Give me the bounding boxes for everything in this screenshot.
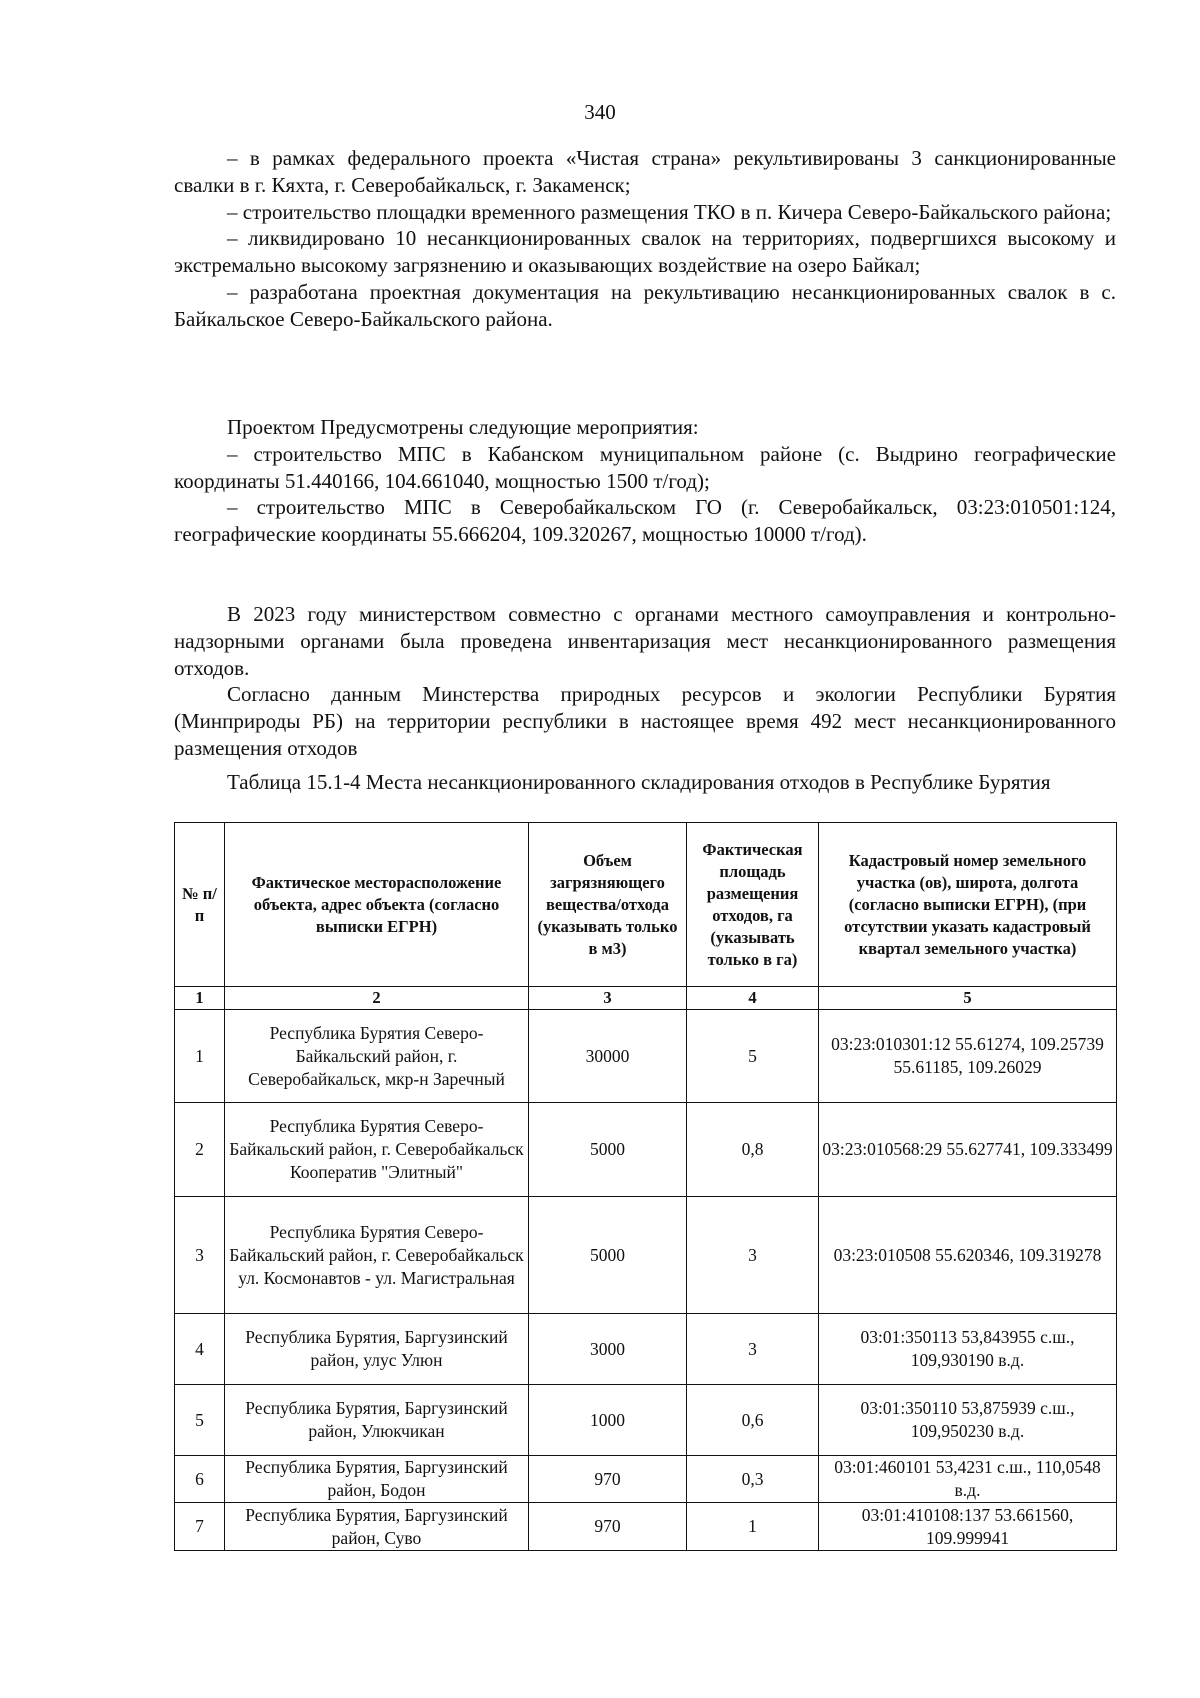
- paragraph: Согласно данным Минстерства природных ресурсов и экологии Республики Бурятия (Минприроды РБ) на территории республики в настоящее время 492 мест несанкционированного размещения отходов: [174, 682, 1116, 760]
- table-row: [175, 1503, 1117, 1551]
- paragraph: Проектом Предусмотрены следующие мероприятия:: [227, 415, 699, 439]
- planned-measures-block: [174, 414, 1116, 548]
- row-num: 7: [175, 1503, 225, 1551]
- cadastre-line: 03:23:010568:29 55.627741, 109.333499: [822, 1139, 1113, 1159]
- cadastre-line: 03:23:010301:12 55.61274, 109.25739: [831, 1034, 1104, 1054]
- row-num: 6: [175, 1456, 225, 1503]
- table-caption-block: [174, 769, 1116, 796]
- table-row: [175, 1103, 1117, 1197]
- paragraph: – строительство площадки временного размещения ТКО в п. Кичера Северо-Байкальского района;: [227, 199, 1112, 224]
- paragraph: В 2023 году министерством совместно с органами местного самоуправления и контрольно-надзорными органами была проведена инвентаризация мест несанкционированного размещения отходов.: [174, 602, 1116, 680]
- page-number: 340: [584, 100, 616, 124]
- paragraph: – разработана проектная документация на рекультивацию несанкционированных свалок в с. Байкальское Северо-Байкальского района.: [174, 279, 1116, 331]
- row-num: 2: [175, 1103, 225, 1197]
- row-cadastre: [819, 1456, 1117, 1503]
- column-number-row: [175, 987, 1117, 1010]
- row-cadastre: [819, 1103, 1117, 1197]
- row-volume: 970: [529, 1503, 687, 1551]
- row-location: Республика Бурятия Северо-Байкальский район, г. Северобайкальск, мкр-н Заречный: [225, 1010, 529, 1103]
- column-number: 4: [687, 987, 819, 1010]
- row-location: Республика Бурятия, Баргузинский район, Улюкчикан: [225, 1385, 529, 1456]
- row-volume: 5000: [529, 1103, 687, 1197]
- row-area: 0,8: [687, 1103, 819, 1197]
- row-num: 3: [175, 1197, 225, 1314]
- row-volume: 5000: [529, 1197, 687, 1314]
- row-cadastre: [819, 1010, 1117, 1103]
- table-row: [175, 1010, 1117, 1103]
- header-volume: Объем загрязняющего вещества/отхода (указывать только в м3): [529, 823, 687, 987]
- measures-completed-block: [174, 145, 1116, 333]
- header-area: Фактическая площадь размещения отходов, га (указывать только в га): [687, 823, 819, 987]
- row-location: Республика Бурятия, Баргузинский район, Суво: [225, 1503, 529, 1551]
- cadastre-line: 55.61185, 109.26029: [893, 1057, 1042, 1077]
- row-volume: 970: [529, 1456, 687, 1503]
- row-volume: 30000: [529, 1010, 687, 1103]
- row-location: Республика Бурятия, Баргузинский район, улус Улюн: [225, 1314, 529, 1385]
- table-row: [175, 1456, 1117, 1503]
- paragraph: – ликвидировано 10 несанкционированных свалок на территориях, подвергшихся высокому и экстремально высокому загрязнению и оказывающих воздействие на озеро Байкал;: [174, 226, 1116, 278]
- row-volume: 1000: [529, 1385, 687, 1456]
- row-location: Республика Бурятия Северо-Байкальский район, г. Северобайкальск Кооператив "Элитный": [225, 1103, 529, 1197]
- column-number: 1: [175, 987, 225, 1010]
- row-cadastre: [819, 1314, 1117, 1385]
- cadastre-line: 03:23:010508 55.620346, 109.319278: [833, 1244, 1102, 1265]
- column-number: 5: [819, 987, 1117, 1010]
- row-cadastre: [819, 1385, 1117, 1456]
- table-header-row: [175, 823, 1117, 987]
- row-location: Республика Бурятия Северо-Байкальский район, г. Северобайкальск ул. Космонавтов - ул. Магистральная: [225, 1197, 529, 1314]
- cadastre-line: 03:01:460101 53,4231 с.ш., 110,0548 в.д.: [834, 1457, 1101, 1500]
- row-cadastre: [819, 1197, 1117, 1314]
- header-num: № п/п: [175, 823, 225, 987]
- cadastre-line: 03:01:350113 53,843955 с.ш., 109,930190 в.д.: [860, 1327, 1075, 1370]
- row-area: 3: [687, 1197, 819, 1314]
- table-caption: Таблица 15.1-4 Места несанкционированного складирования отходов в Республике Бурятия: [227, 770, 1051, 794]
- paragraph: – строительство МПС в Кабанском муниципальном районе (с. Выдрино географические координаты 51.440166, 104.661040, мощностью 1500 т/год);: [174, 441, 1116, 493]
- dumps-table-wrapper: [174, 822, 1116, 1551]
- column-number: 2: [225, 987, 529, 1010]
- row-area: 1: [687, 1503, 819, 1551]
- table-row: [175, 1314, 1117, 1385]
- cadastre-line: 03:01:350110 53,875939 с.ш., 109,950230 в.д.: [860, 1398, 1075, 1441]
- paragraph: – в рамках федерального проекта «Чистая страна» рекультивированы 3 санкционированные свалки в г. Кяхта, г. Северобайкальск, г. Закаменск;: [174, 146, 1116, 197]
- row-num: 4: [175, 1314, 225, 1385]
- table-row: [175, 1385, 1117, 1456]
- row-num: 5: [175, 1385, 225, 1456]
- row-volume: 3000: [529, 1314, 687, 1385]
- inventory-block: [174, 601, 1116, 762]
- row-location: Республика Бурятия, Баргузинский район, Бодон: [225, 1456, 529, 1503]
- row-area: 0,3: [687, 1456, 819, 1503]
- row-area: 0,6: [687, 1385, 819, 1456]
- row-cadastre: [819, 1503, 1117, 1551]
- header-location: Фактическое месторасположение объекта, адрес объекта (согласно выписки ЕГРН): [225, 823, 529, 987]
- row-area: 5: [687, 1010, 819, 1103]
- header-cadastre: Кадастровый номер земельного участка (ов), широта, долгота (согласно выписки ЕГРН), (при отсутствии указать кадастровый квартал земельного участка): [819, 823, 1117, 987]
- table-row: [175, 1197, 1117, 1314]
- row-num: 1: [175, 1010, 225, 1103]
- cadastre-line: 03:01:410108:137 53.661560, 109.999941: [861, 1504, 1074, 1548]
- dumps-table: [174, 822, 1117, 1551]
- row-area: 3: [687, 1314, 819, 1385]
- paragraph: – строительство МПС в Северобайкальском ГО (г. Северобайкальск, 03:23:010501:124, географические координаты 55.666204, 109.320267, мощностью 10000 т/год).: [174, 495, 1116, 547]
- column-number: 3: [529, 987, 687, 1010]
